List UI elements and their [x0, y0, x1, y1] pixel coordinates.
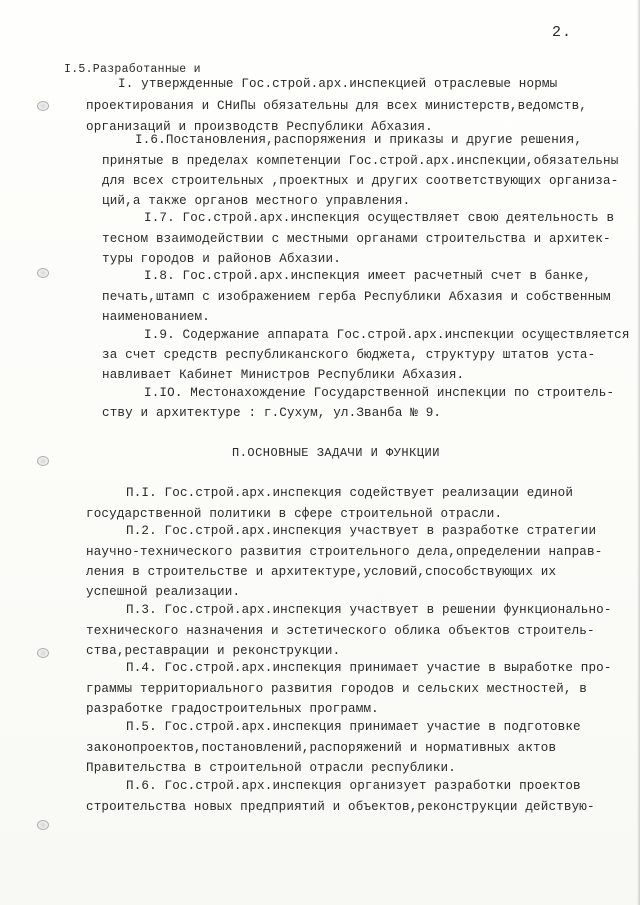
text-line: ций,а также органов местного управления.	[102, 194, 411, 208]
binding-hole-mark	[37, 648, 49, 658]
page-number: 2.	[552, 24, 573, 41]
text-line: П.2. Гос.строй.арх.инспекция участвует в разработке стратегии	[126, 524, 597, 538]
text-line: туры городов и районов Абхазии.	[102, 252, 341, 266]
text-line: для всех строительных ,проектных и других соответствующих организа-	[102, 174, 619, 188]
text-line: научно-технического развития строительного дела,определении направ-	[86, 545, 603, 559]
text-line: успешной реализации.	[86, 585, 241, 599]
text-line: разработке градостроительных программ.	[86, 702, 379, 716]
text-line: принятые в пределах компетенции Гос.строй.арх.инспекции,обязательны	[102, 154, 619, 168]
binding-hole-mark	[37, 268, 49, 278]
text-line: П.4. Гос.строй.арх.инспекция принимает участие в выработке про-	[126, 661, 612, 675]
text-line: за счет средств республиканского бюджета, структуру штатов уста-	[102, 348, 596, 362]
text-line: П.5. Гос.строй.арх.инспекция принимает участие в подготовке	[126, 720, 581, 734]
text-line: ству и архитектуре : г.Сухум, ул.Званба № 9.	[102, 406, 442, 420]
text-line: граммы территориального развития городов и сельских местностей, в	[86, 682, 587, 696]
text-line: П.3. Гос.строй.арх.инспекция участвует в решении функционально-	[126, 603, 612, 617]
binding-hole-mark	[37, 456, 49, 466]
text-line: государственной политики в сфере строительной отрасли.	[86, 507, 503, 521]
binding-hole-mark	[37, 101, 49, 111]
text-line: технического назначения и эстетического облика объектов строитель-	[86, 624, 595, 638]
text-line: П.I. Гос.строй.арх.инспекция содействует реализации единой	[126, 486, 574, 500]
text-line: Правительства в строительной отрасли республики.	[86, 761, 456, 775]
text-line: законопроектов,постановлений,распоряжений и нормативных актов	[86, 741, 557, 755]
text-line: строительства новых предприятий и объектов,реконструкции действую-	[86, 800, 595, 814]
text-line: I. утвержденные Гос.строй.арх.инспекцией отраслевые нормы	[118, 77, 558, 91]
text-line: тесном взаимодействии с местными органами строительства и архитек-	[102, 232, 611, 246]
text-line: I.7. Гос.строй.арх.инспекция осуществляет свою деятельность в	[144, 211, 615, 225]
text-line: наименованием.	[102, 310, 210, 324]
text-line: I.9. Содержание аппарата Гос.строй.арх.инспекции осуществляется	[144, 328, 630, 342]
section-title: П.ОСНОВНЫЕ ЗАДАЧИ И ФУНКЦИИ	[232, 446, 440, 460]
text-line: проектирования и СНиПы обязательны для всех министерств,ведомств,	[86, 99, 587, 113]
text-line: печать,штамп с изображением герба Республики Абхазия и собственным	[102, 290, 611, 304]
text-line: П.6. Гос.строй.арх.инспекция организует разработки проектов	[126, 779, 581, 793]
overlapping-header-text: I.5.Разработанные и	[64, 63, 201, 76]
text-line: I.IO. Местонахождение Государственной инспекции по строитель-	[144, 386, 615, 400]
text-line: ления в строительстве и архитектуре,условий,способствующих их	[86, 565, 557, 579]
text-line: ства,реставрации и реконструкции.	[86, 644, 341, 658]
text-line: I.8. Гос.строй.арх.инспекция имеет расчетный счет в банке,	[144, 269, 592, 283]
binding-hole-mark	[37, 820, 49, 830]
text-line: организаций и производств Республики Абхазия.	[86, 120, 433, 134]
text-line: I.6.Постановления,распоряжения и приказы и другие решения,	[135, 133, 583, 147]
text-line: навливает Кабинет Министров Республики Абхазия.	[102, 368, 465, 382]
